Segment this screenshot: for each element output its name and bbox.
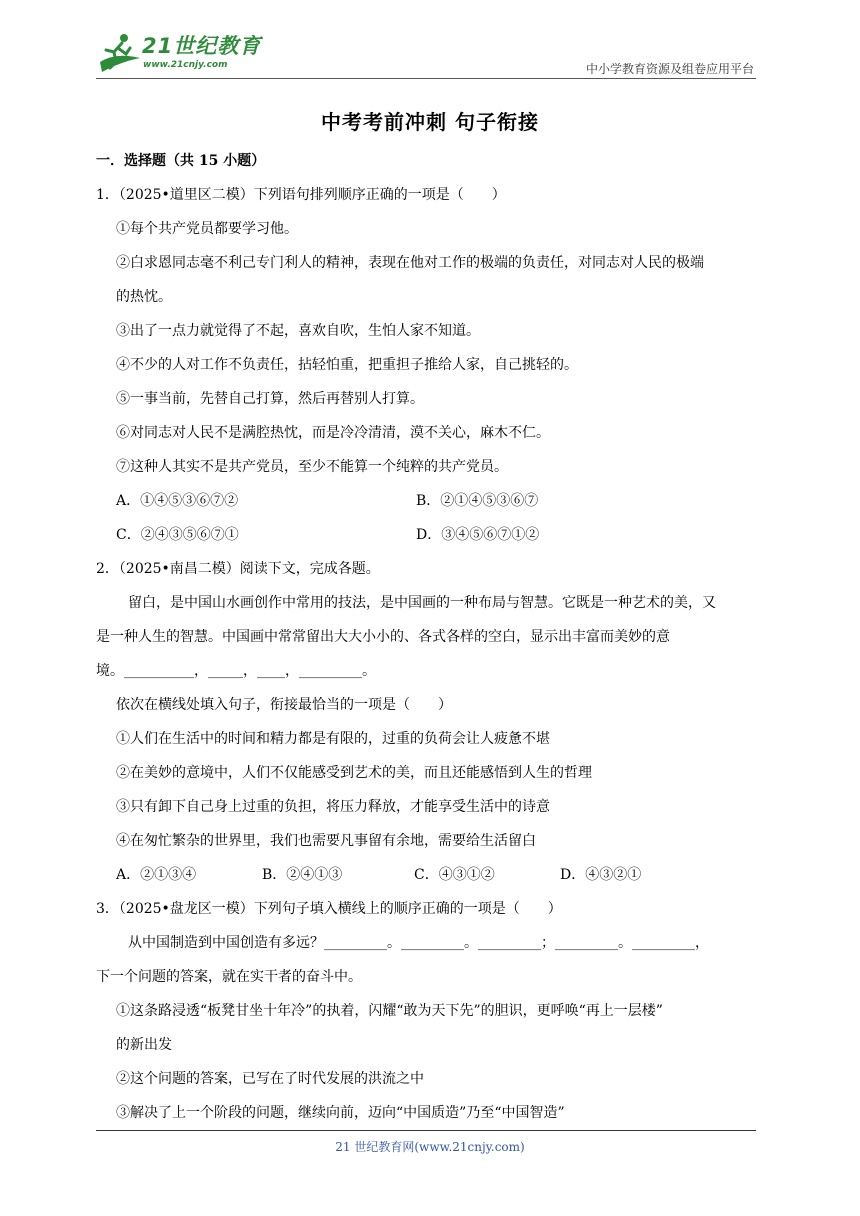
q1-option-c[interactable]: C．②④③⑤⑥⑦① [116, 527, 239, 543]
platform-name: 中小学教育资源及组卷应用平台 [585, 62, 754, 76]
q2-option-d[interactable]: D．④③②① [560, 867, 642, 883]
q3-passage-1: 从中国制造到中国创造有多远？_________。_________。_________；_________。_________， [128, 935, 709, 951]
q2-sentence-3: ③只有卸下自己身上过重的负担，将压力释放，才能享受生活中的诗意 [116, 799, 550, 815]
q2-option-c[interactable]: C．④③①② [414, 867, 495, 883]
runner-logo-icon [96, 32, 142, 76]
q1-option-a[interactable]: A．①④⑤③⑥⑦② [116, 493, 239, 509]
q2-passage-3: 境。__________，_____，____，_________。 [96, 663, 376, 679]
q2-option-a[interactable]: A．②①③④ [116, 867, 197, 883]
q2-question: 依次在横线处填入句子，衔接最恰当的一项是（ ） [116, 697, 452, 713]
site-logo[interactable] [96, 32, 266, 76]
section-heading: 一．选择题（共 15 小题） [96, 153, 266, 169]
q1-sentence-7: ⑦这种人其实不是共产党员，至少不能算一个纯粹的共产党员。 [116, 459, 508, 475]
q1-sentence-6: ⑥对同志对人民不是满腔热忱，而是冷冷清清，漠不关心，麻木不仁。 [116, 425, 550, 441]
q3-sentence-2: ②这个问题的答案，已写在了时代发展的洪流之中 [116, 1071, 424, 1087]
q3-stem: 3．（2025•盘龙区一模）下列句子填入横线上的顺序正确的一项是（ ） [96, 901, 562, 917]
page-title: 中考考前冲刺 句子衔接 [321, 110, 539, 134]
q1-option-b[interactable]: B．②①④⑤③⑥⑦ [416, 493, 539, 509]
footer-link[interactable]: 21 世纪教育网(www.21cnjy.com) [335, 1140, 525, 1154]
q2-stem: 2．（2025•南昌二模）阅读下文，完成各题。 [96, 561, 380, 577]
q2-sentence-4: ④在匆忙繁杂的世界里，我们也需要凡事留有余地，需要给生活留白 [116, 833, 536, 849]
page-header [96, 30, 756, 80]
q2-option-b[interactable]: B．②④①③ [262, 867, 343, 883]
footer-divider [96, 1130, 756, 1131]
q1-sentence-4: ④不少的人对工作不负责任，拈轻怕重，把重担子推给人家，自己挑轻的。 [116, 357, 578, 373]
q2-passage-1: 留白，是中国山水画创作中常用的技法，是中国画的一种布局与智慧。它既是一种艺术的美，又 [128, 595, 716, 611]
q1-sentence-5: ⑤一事当前，先替自己打算，然后再替别人打算。 [116, 391, 424, 407]
q3-passage-2: 下一个问题的答案，就在实干者的奋斗中。 [96, 969, 362, 985]
q1-sentence-2-cont: 的热忱。 [116, 289, 172, 305]
q2-passage-2: 是一种人生的智慧。中国画中常常留出大大小小的、各式各样的空白，显示出丰富而美妙的意 [96, 629, 670, 645]
logo-url: www.21cnjy.com [143, 60, 228, 70]
q1-option-d[interactable]: D．③④⑤⑥⑦①② [416, 527, 540, 543]
q1-sentence-2: ②白求恩同志毫不利己专门利人的精神，表现在他对工作的极端的负责任，对同志对人民的极端 [116, 255, 704, 271]
q3-sentence-3: ③解决了上一个阶段的问题，继续向前，迈向“中国质造”乃至“中国智造” [116, 1105, 565, 1121]
q2-sentence-1: ①人们在生活中的时间和精力都是有限的，过重的负荷会让人疲惫不堪 [116, 731, 550, 747]
logo-text: 21世纪教育 [142, 34, 262, 58]
q3-sentence-1: ①这条路浸透“板凳甘坐十年冷”的执着，闪耀“敢为天下先”的胆识，更呼唤“再上一层楼” [116, 1003, 663, 1019]
q1-stem: 1．（2025•道里区二模）下列语句排列顺序正确的一项是（ ） [96, 187, 506, 203]
q1-sentence-3: ③出了一点力就觉得了不起，喜欢自吹，生怕人家不知道。 [116, 323, 480, 339]
q1-sentence-1: ①每个共产党员都要学习他。 [116, 221, 298, 237]
header-divider [96, 78, 756, 79]
q2-sentence-2: ②在美妙的意境中，人们不仅能感受到艺术的美，而且还能感悟到人生的哲理 [116, 765, 592, 781]
q3-sentence-1-cont: 的新出发 [116, 1037, 172, 1053]
